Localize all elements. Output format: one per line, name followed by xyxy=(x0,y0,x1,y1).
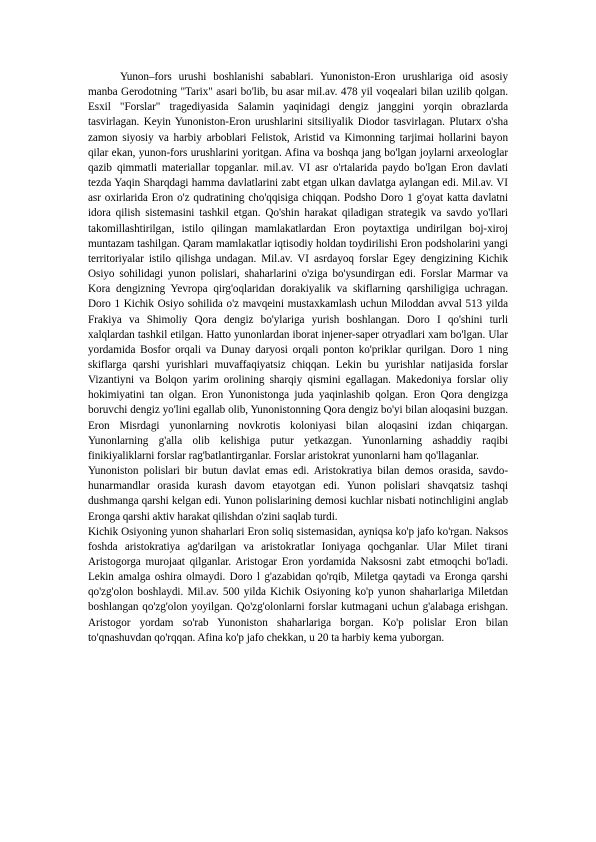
document-page xyxy=(88,70,508,760)
paragraph-2: Yunoniston polislari bir butun davlat emas edi. Aristokratiya bilan demos orasida, savdo-hunarmandlar orasida kurash davom etayotgan edi. Yunon polislari shavqatsiz tashqi dushmanga qarshi kelgan edi. Yunon polislarining demosi kuchlar nisbati notinchligini anglab Eronga qarshi aktiv harakat qilishdan o'zini saqlab turdi. xyxy=(88,465,508,523)
paragraph-1: Yunon–fors urushi boshlanishi sabablari. Yunoniston-Eron urushlariga oid asosiy manba Gerodotning "Tarix" asari bo'lib, bu asar mil.av. 478 yil voqealari bilan uzilib qolgan. Esxil "Forslar" tragediyasida Salamin yaqinidagi dengiz janggini yorqin obrazlarda tasvirlagan. Keyin Yunoniston-Eron urushlarini sitsiliyalik Diodor tasvirlagan. Plutarx o'sha zamon siyosiy va harbiy arboblari Felistok, Aristid va Kimonning tarjimai hollarini bayon qilar ekan, yunon-fors urushlarini yoritgan. Afina va boshqa jang bo'lgan joylarni arxeologlar qazib qimmatli materiallar topganlar. mil.av. VI asr o'rtalarida paydo bo'lgan Eron davlati tezda Yaqin Sharqdagi hamma davlatlarini zabt etgan ulkan davlatga aylangan edi. Mil.av. VI asr oxirlarida Eron o'z qudratining cho'qqisiga chiqqan. Podsho Doro 1 g'oyat katta davlatni idora qilish sistemasini tashkil etgan. Qo'shin harakat qiladigan strategik va savdo yo'llari takomillashtirilgan, istilo qilingan mamlakatlardan Eron poytaxtiga undirilgan boj-xiroj muntazam tashilgan. Qaram mamlakatlar iqtisodiy holdan toydirilishi Eron podsholarini yangi territoriyalar istilo qilishga undagan. Mil.av. VI asrdayoq forslar Egey dengizining Kichik Osiyo sohilidagi yunon polislari, shaharlarini o'ziga bo'ysundirgan edi. Forslar Marmar va Kora dengizning Yevropa qirg'oqlaridan dorakiyalik va skiflarning qarshiligiga uchragan. Doro 1 Kichik Osiyo sohilida o'z mavqeini mustaxkamlash uchun Miloddan avval 513 yilda Frakiya va Shimoliy Qora dengiz bo'ylariga yurish boshlangan. Doro I qo'shini turli xalqlardan tashkil etilgan. Hatto yunonlardan iborat injener-saper otryadlari xam bo'lgan. Ular yordamida Bosfor orqali va Dunay daryosi orqali ponton ko'priklar qurilgan. Doro 1 ning skiflarga qarshi yurishlari muvaffaqiyatsiz chiqqan. Lekin bu yurishlar natijasida forslar Vizantiyni va Bolqon yarim orolining sharqiy qismini egallagan. Makedoniya forslar oliy hokimiyatini tan olgan. Eron Yunonistonga juda yaqinlashib qolgan. Eron Qora dengizga boruvchi dengiz yo'lini egallab olib, Yunonistonning Qora dengiz bo'yi bilan aloqasini buzgan. Eron Misrdagi yunonlarning novkrotis koloniyasi bilan aloqasini izdan chiqargan. Yunonlarning g'alla olib kelishiga putur yetkazgan. Yunonlarning ashaddiy raqibi finikiyaliklarni forslar rag'batlantirganlar. Forslar aristokrat yunonlarni ham qo'llaganlar. xyxy=(88,71,508,462)
paragraph-3: Kichik Osiyoning yunon shaharlari Eron soliq sistemasidan, ayniqsa ko'p jafo ko'rgan. Naksos foshda aristokratiya ag'darilgan va aristokratlar Ioniyaga qochganlar. Ular Milet tirani Aristogorga murojaat qilganlar. Aristogar Eron yordamida Naksosni zabt etmoqchi bo'ladi. Lekin amalga oshira olmaydi. Doro l g'azabidan qo'rqib, Miletga qaytadi va Eronga qarshi qo'zg'olon boshlaydi. Mil.av. 500 yilda Kichik Osiyoning ko'p yunon shaharlariga Miletdan boshlangan qo'zg'olon yoyilgan. Qo'zg'olonlarni forslar kutmagani uchun g'alabaga erishgan. Aristogor yordam so'rab Yunoniston shaharlariga borgan. Ko'p polislar Eron bilan to'qnashuvdan qo'rqqan. Afina ko'p jafo chekkan, u 20 ta harbiy kema yuborgan. xyxy=(88,525,508,644)
